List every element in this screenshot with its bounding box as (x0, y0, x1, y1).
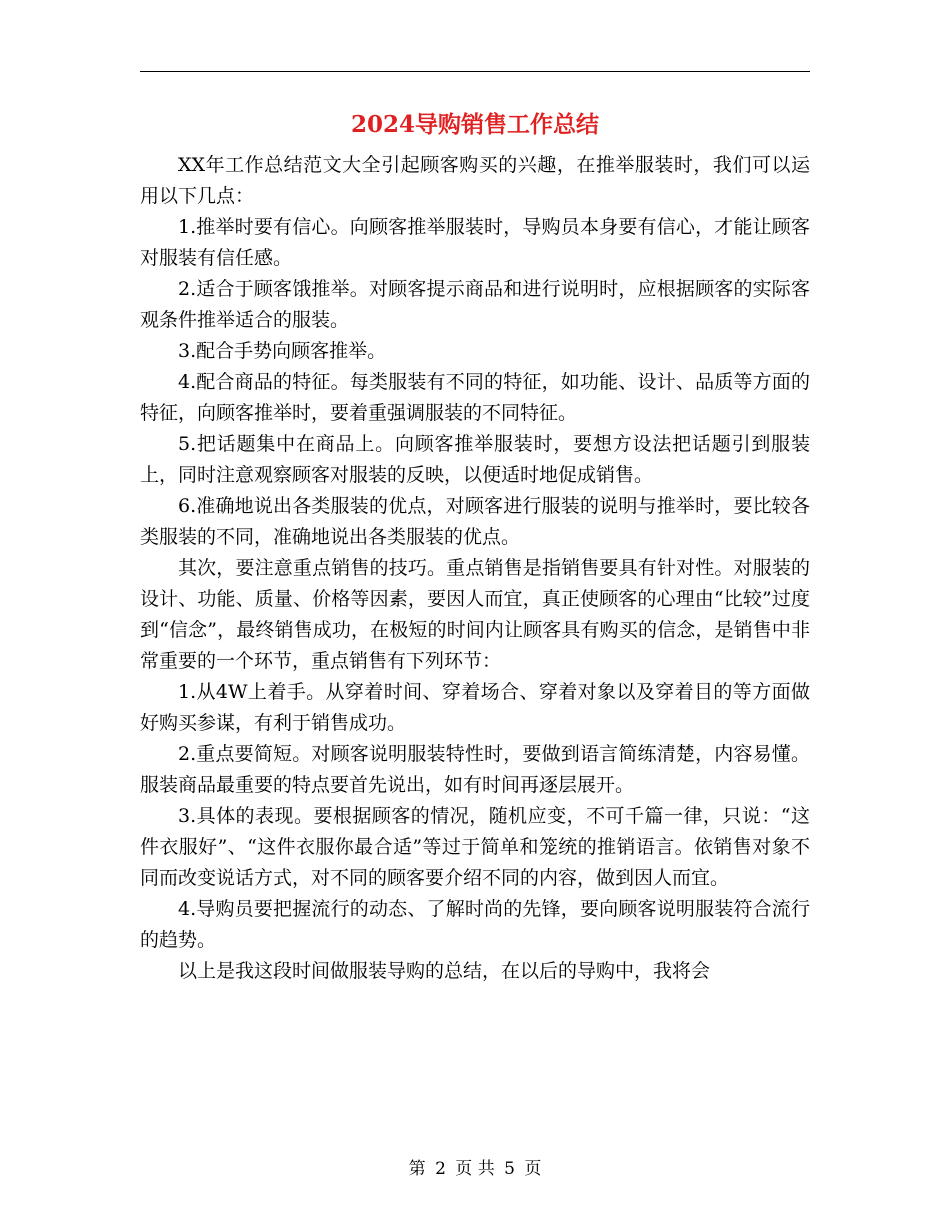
paragraph: 2.适合于顾客饿推举。对顾客提示商品和进行说明时，应根据顾客的实际客观条件推举适合的服装。 (140, 278, 810, 331)
footer-prefix: 第 (408, 1159, 426, 1179)
paragraph: 1.推举时要有信心。向顾客推举服装时，导购员本身要有信心，才能让顾客对服装有信任感。 (140, 216, 810, 269)
document-title: 2024导购销售工作总结 (350, 111, 599, 138)
paragraph: 6.准确地说出各类服装的优点，对顾客进行服装的说明与推举时，要比较各类服装的不同，准确地说出各类服装的优点。 (140, 495, 810, 548)
paragraph: 以上是我这段时间做服装导购的总结，在以后的导购中，我将会 (178, 960, 711, 982)
footer-mid: 页 共 (455, 1159, 495, 1179)
page-footer (0, 1154, 950, 1179)
paragraph: XX年工作总结范文大全引起顾客购买的兴趣，在推举服装时，我们可以运用以下几点： (140, 154, 810, 207)
footer-current-page: 2 (435, 1159, 446, 1179)
paragraph: 2.重点要简短。对顾客说明服装特性时，要做到语言简练清楚，内容易懂。服装商品最重要的特点要首先说出，如有时间再逐层展开。 (140, 743, 810, 796)
header-rule (140, 71, 810, 72)
paragraph: 3.配合手势向顾客推举。 (178, 340, 387, 362)
footer-total-pages: 5 (504, 1159, 515, 1179)
paragraph: 4.配合商品的特征。每类服装有不同的特征，如功能、设计、品质等方面的特征，向顾客推举时，要着重强调服装的不同特征。 (140, 371, 810, 424)
paragraph: 1.从4W上着手。从穿着时间、穿着场合、穿着对象以及穿着目的等方面做好购买参谋，有利于销售成功。 (140, 681, 810, 734)
paragraph: 3.具体的表现。要根据顾客的情况，随机应变，不可千篇一律，只说：“这件衣服好”、“这件衣服你最合适”等过于简单和笼统的推销语言。依销售对象不同而改变说话方式，对不同的顾客要介绍不同的内容，做到因人而宜。 (140, 805, 810, 889)
paragraph: 5.把话题集中在商品上。向顾客推举服装时，要想方设法把话题引到服装上，同时注意观察顾客对服装的反映，以便适时地促成销售。 (140, 433, 810, 486)
document-body (140, 150, 810, 987)
paragraph: 其次，要注意重点销售的技巧。重点销售是指销售要具有针对性。对服装的设计、功能、质量、价格等因素，要因人而宜，真正使顾客的心理由“比较”过度到“信念”，最终销售成功，在极短的时间内让顾客具有购买的信念，是销售中非常重要的一个环节，重点销售有下列环节： (140, 557, 810, 672)
paragraph: 4.导购员要把握流行的动态、了解时尚的先锋，要向顾客说明服装符合流行的趋势。 (140, 898, 810, 951)
footer-suffix: 页 (524, 1159, 542, 1179)
